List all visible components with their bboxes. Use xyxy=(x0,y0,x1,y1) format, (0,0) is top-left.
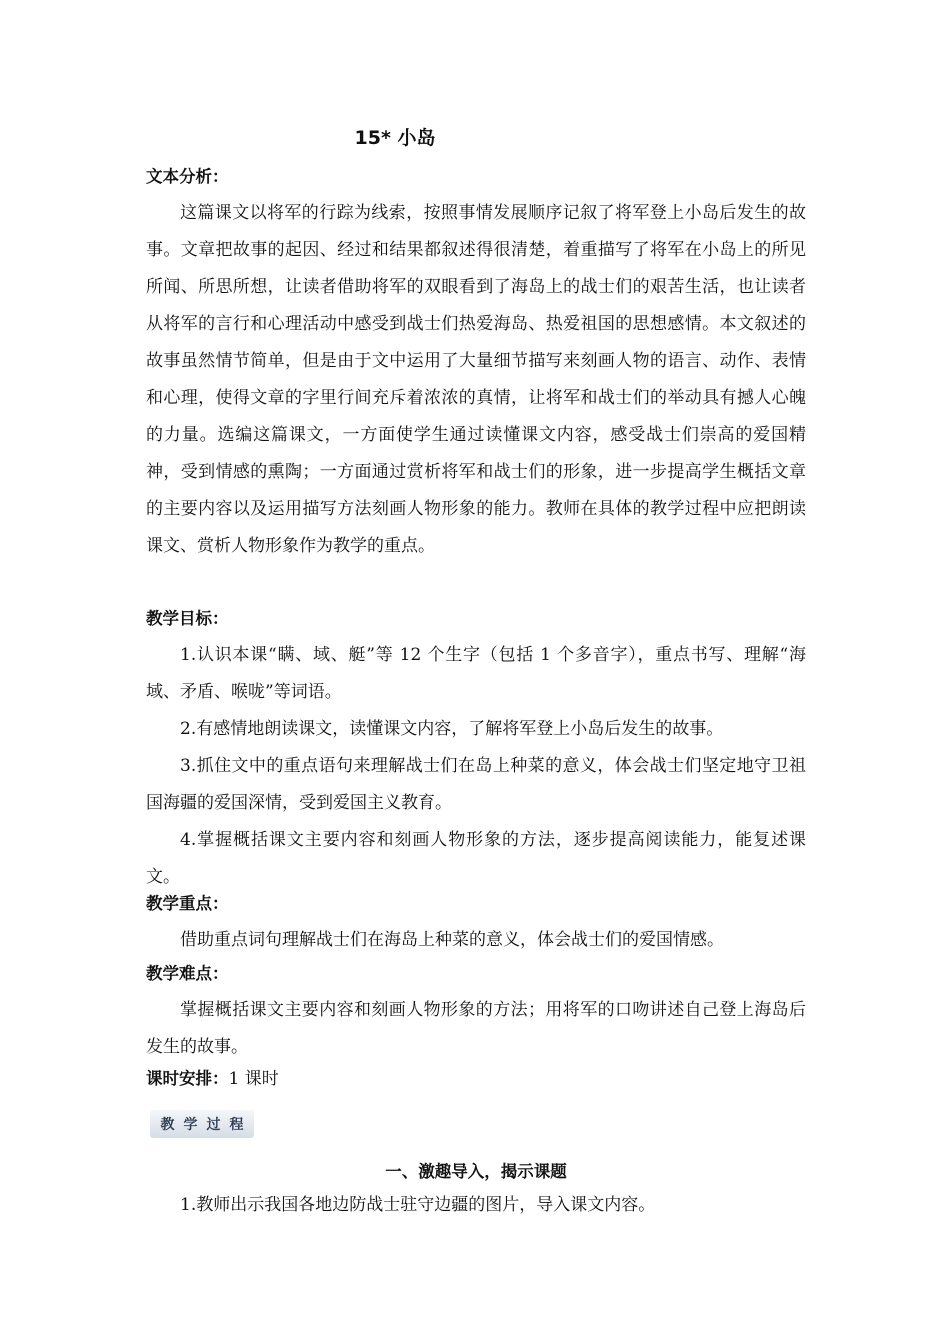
badge-char: 教 xyxy=(160,1117,175,1133)
goal-item: 2.有感情地朗读课文，读懂课文内容，了解将军登上小岛后发生的故事。 xyxy=(180,719,724,739)
analysis-body: 这篇课文以将军的行踪为线索，按照事情发展顺序记叙了将军登上小岛后发生的故事。文章把故事的起因、经过和结果都叙述得很清楚，着重描写了将军在小岛上的所见所闻、所思所想，让读者借助将军的双眼看到了海岛上的战士们的艰苦生活，也让读者从将军的言行和心理活动中感受到战士们热爱海岛、热爱祖国的思想感情。本文叙述的故事虽然情节简单，但是由于文中运用了大量细节描写来刻画人物的语言、动作、表情和心理，使得文章的字里行间充斥着浓浓的真情，让将军和战士们的举动具有撼人心魄的力量。选编这篇课文，一方面使学生通过读懂课文内容，感受战士们崇高的爱国精神，受到情感的熏陶；一方面通过赏析将军和战士们的形象，进一步提高学生概括文章的主要内容以及运用描写方法刻画人物形象的能力。教师在具体的教学过程中应把朗读课文、赏析人物形象作为教学的重点。 xyxy=(146,203,806,556)
process-badge xyxy=(150,1110,254,1138)
goal-item: 3.抓住文中的重点语句来理解战士们在岛上种菜的意义，体会战士们坚定地守卫祖国海疆的爱国深情，受到爱国主义教育。 xyxy=(146,756,806,813)
goals-section xyxy=(146,600,806,896)
analysis-section xyxy=(146,158,806,565)
goals-heading: 教学目标： xyxy=(146,609,229,628)
goal-item: 4.掌握概括课文主要内容和刻画人物形象的方法，逐步提高阅读能力，能复述课文。 xyxy=(146,830,806,887)
badge-char: 程 xyxy=(229,1117,244,1133)
schedule-heading: 课时安排： xyxy=(146,1069,229,1088)
page-title: 15* 小岛 xyxy=(354,127,436,149)
badge-char: 学 xyxy=(183,1117,198,1133)
difficulties-body: 掌握概括课文主要内容和刻画人物形象的方法；用将军的口吻讲述自己登上海岛后发生的故事。 xyxy=(146,1000,806,1057)
schedule-value: 1 课时 xyxy=(228,1069,279,1089)
key-points-section xyxy=(146,885,806,959)
schedule-line xyxy=(146,1060,806,1098)
goal-item: 1.认识本课“瞒、域、艇”等 12 个生字（包括 1 个多音字），重点书写、理解“海域、矛盾、喉咙”等词语。 xyxy=(146,645,806,702)
key-points-body: 借助重点词句理解战士们在海岛上种菜的意义，体会战士们的爱国情感。 xyxy=(180,930,724,950)
section1-body xyxy=(146,1187,806,1224)
section1-item: 1.教师出示我国各地边防战士驻守边疆的图片，导入课文内容。 xyxy=(180,1195,656,1215)
analysis-heading: 文本分析： xyxy=(146,167,229,186)
badge-char: 过 xyxy=(206,1117,221,1133)
section1-title: 一、激趣导入，揭示课题 xyxy=(385,1162,567,1181)
difficulties-heading: 教学难点： xyxy=(146,964,229,983)
difficulties-section xyxy=(146,955,806,1066)
key-points-heading: 教学重点： xyxy=(146,894,229,913)
